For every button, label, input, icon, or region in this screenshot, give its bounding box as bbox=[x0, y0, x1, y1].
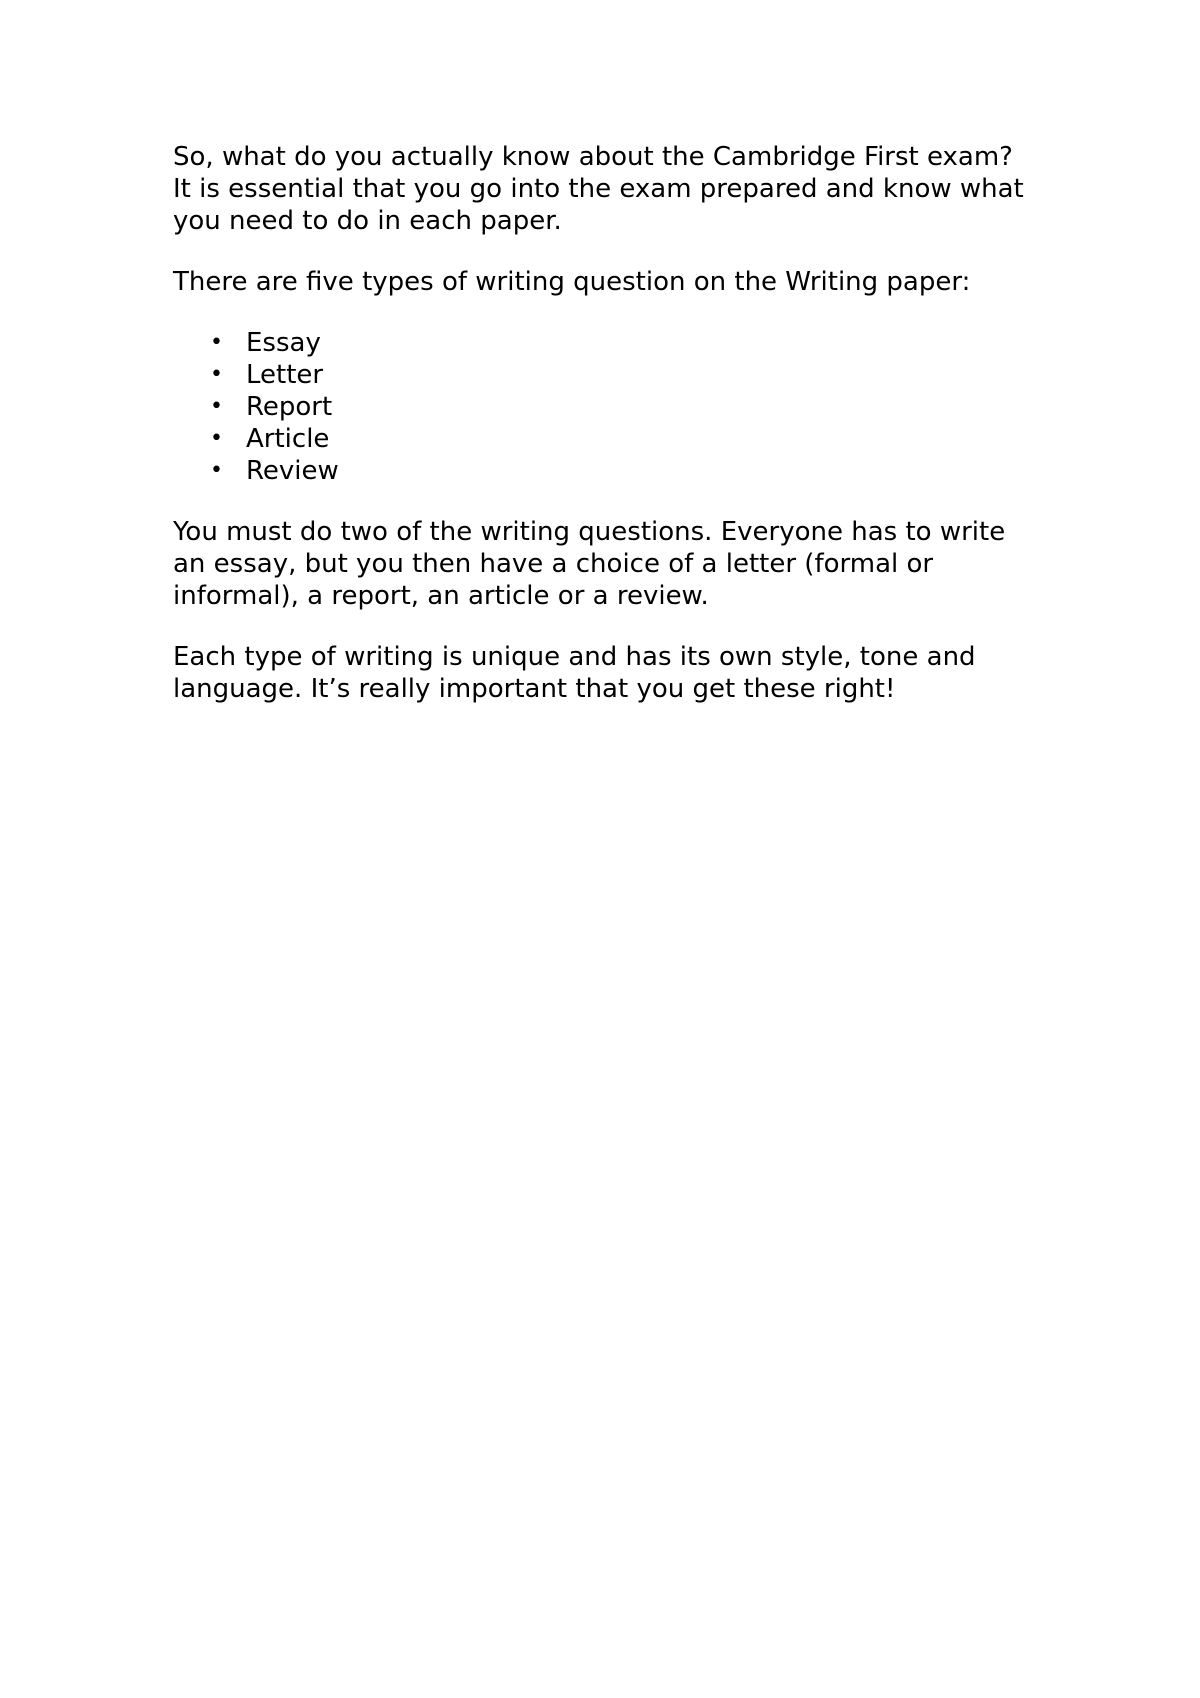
bullet-icon: • bbox=[210, 426, 223, 451]
bullet-icon: • bbox=[210, 362, 223, 387]
list-item-label: Essay bbox=[246, 328, 321, 358]
list-item bbox=[173, 327, 1033, 359]
requirements-paragraph: You must do two of the writing questions. Everyone has to write an essay, but you then have a choice of a letter (formal or informal), a report, an article or a review. bbox=[173, 517, 1006, 611]
list-item-label: Review bbox=[246, 456, 339, 486]
bullet-icon: • bbox=[210, 394, 223, 419]
document-body bbox=[173, 141, 1033, 734]
writing-types-list bbox=[173, 327, 1033, 487]
bullet-icon: • bbox=[210, 330, 223, 355]
intro-paragraph: So, what do you actually know about the Cambridge First exam? It is essential that you go into the exam prepared and know what you need to do in each paper. bbox=[173, 142, 1024, 236]
list-item bbox=[173, 455, 1033, 487]
list-item bbox=[173, 359, 1033, 391]
list-item bbox=[173, 423, 1033, 455]
bullet-icon: • bbox=[210, 458, 223, 483]
list-item-label: Article bbox=[246, 424, 330, 454]
list-item bbox=[173, 391, 1033, 423]
types-intro-paragraph: There are five types of writing question on the Writing paper: bbox=[173, 267, 971, 297]
list-item-label: Letter bbox=[246, 360, 324, 390]
closing-paragraph: Each type of writing is unique and has its own style, tone and language. It’s really important that you get these right! bbox=[173, 642, 976, 704]
list-item-label: Report bbox=[246, 392, 333, 422]
